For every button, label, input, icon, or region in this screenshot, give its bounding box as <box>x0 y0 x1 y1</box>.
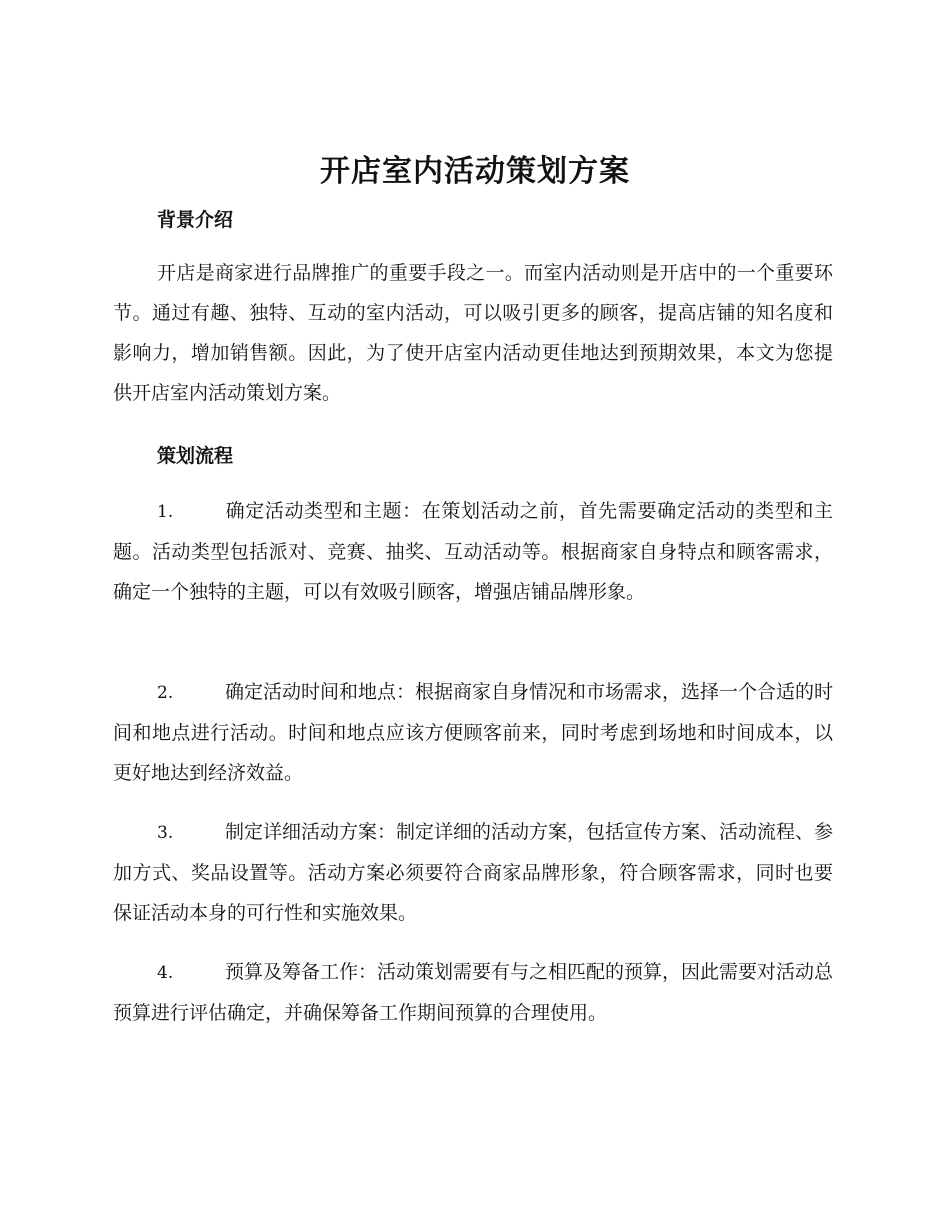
list-item <box>113 672 833 793</box>
list-item <box>113 812 833 933</box>
section-heading-background: 背景介绍 <box>157 209 234 231</box>
list-item-number: 3. <box>157 823 174 843</box>
list-item <box>113 952 833 1033</box>
section-heading-planning-process: 策划流程 <box>157 445 234 467</box>
list-item-number: 2. <box>157 683 174 703</box>
list-item-text: 预算及筹备工作：活动策划需要有与之相匹配的预算，因此需要对活动总预算进行评估确定，并确保筹备工作期间预算的合理使用。 <box>113 961 834 1024</box>
list-item-text: 确定活动类型和主题：在策划活动之前，首先需要确定活动的类型和主题。活动类型包括派对、竞赛、抽奖、互动活动等。根据商家自身特点和顾客需求，确定一个独特的主题，可以有效吸引顾客，增强店铺品牌形象。 <box>113 500 833 603</box>
background-paragraph: 开店是商家进行品牌推广的重要手段之一。而室内活动则是开店中的一个重要环节。通过有趣、独特、互动的室内活动，可以吸引更多的顾客，提高店铺的知名度和影响力，增加销售额。因此，为了使开店室内活动更佳地达到预期效果，本文为您提供开店室内活动策划方案。 <box>113 262 833 404</box>
list-item-number: 1. <box>157 502 174 522</box>
list-item <box>113 491 833 612</box>
list-item-number: 4. <box>157 963 174 983</box>
list-item-text: 确定活动时间和地点：根据商家自身情况和市场需求，选择一个合适的时间和地点进行活动。时间和地点应该方便顾客前来，同时考虑到场地和时间成本，以更好地达到经济效益。 <box>113 681 834 784</box>
list-item-text: 制定详细活动方案：制定详细的活动方案，包括宣传方案、活动流程、参加方式、奖品设置等。活动方案必须要符合商家品牌形象，符合顾客需求，同时也要保证活动本身的可行性和实施效果。 <box>113 821 834 924</box>
document-title: 开店室内活动策划方案 <box>320 154 630 189</box>
